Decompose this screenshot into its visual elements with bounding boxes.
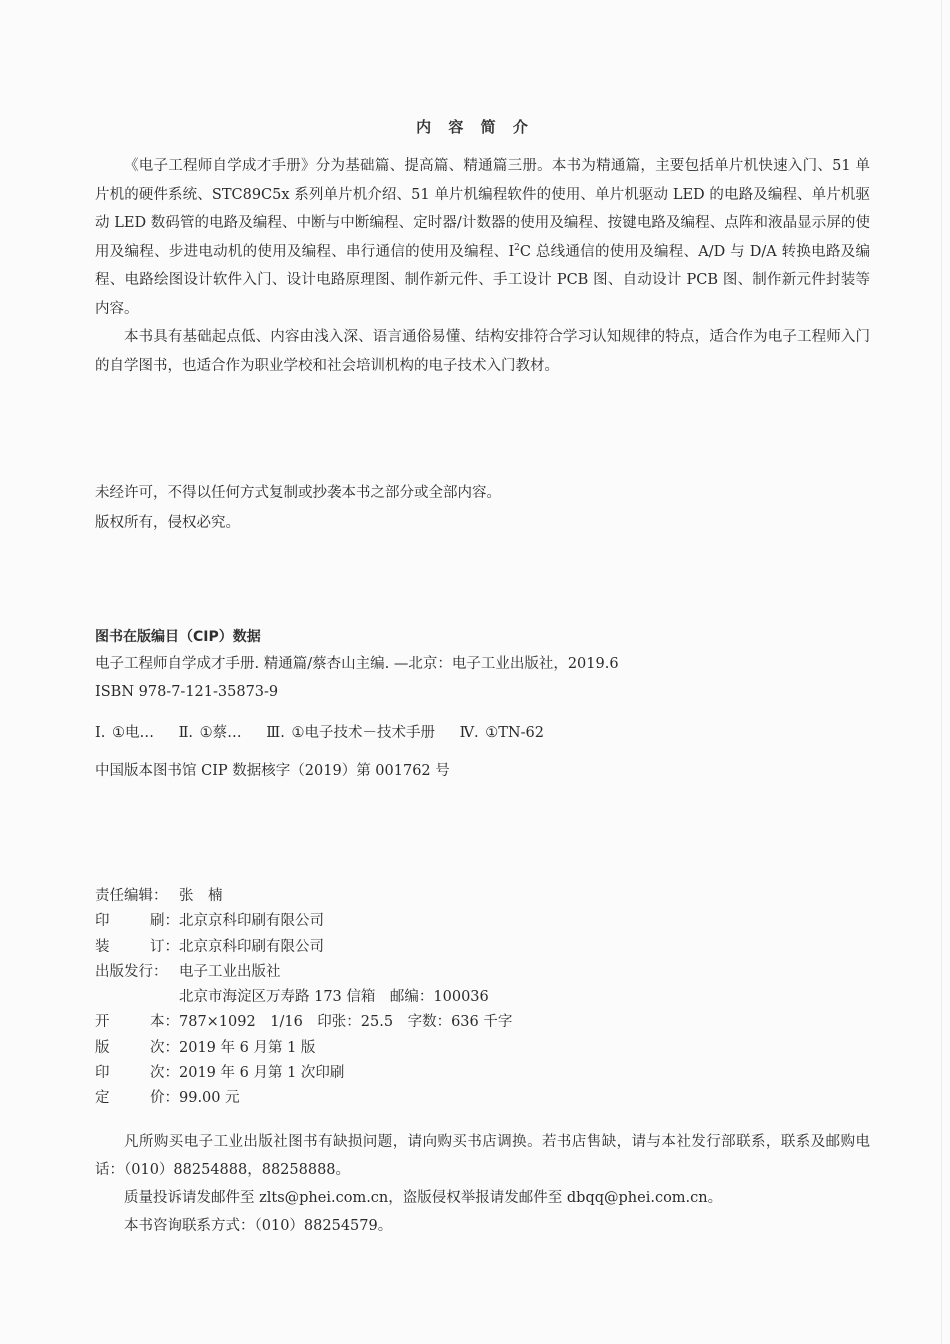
- summary-text-1a: 《电子工程师自学成才手册》分为基础篇、提高篇、精通篇三册。本书为精通篇，主要包括单片机快速入门、51 单片机的硬件系统、STC89C5x 系列单片机介绍、51 单片机编程软件的使用、单片机驱动 LED 的电路及编程、单片机驱动 LED 数码管的电路及编程、中断与中断编程、定时器/计数器的使用及编程、按键电路及编程、点阵和液晶显示屏的使用及编程、步进电动机的使用及编程、串行通信的使用及编程、I: [95, 158, 870, 260]
- notice-paragraph-1: 凡所购买电子工业出版社图书有缺损问题，请向购买书店调换。若书店售缺，请与本社发行部联系，联系及邮购电话：（010）88254888，88258888。: [95, 1134, 870, 1178]
- copyright-notice: [95, 478, 501, 538]
- price-value: 99.00 元: [179, 1090, 240, 1107]
- publisher-label: 出版发行：: [95, 963, 168, 980]
- edition-label-a: 版: [95, 1039, 110, 1056]
- notice-paragraph-3: 本书咨询联系方式：（010）88254579。: [124, 1218, 393, 1234]
- cip-classification: [95, 720, 875, 746]
- summary-paragraph-1: [95, 152, 870, 323]
- colophon-row-print: [95, 909, 875, 934]
- format-label-a: 开: [95, 1014, 110, 1031]
- colophon-row-address: [95, 985, 875, 1010]
- print-label: [95, 909, 179, 934]
- price-label: [95, 1086, 179, 1111]
- cip-number: 中国版本图书馆 CIP 数据核字（2019）第 001762 号: [95, 763, 450, 779]
- content-summary: [95, 152, 870, 380]
- colophon-row-printing: [95, 1061, 875, 1086]
- format-value: 787×1092 1/16 印张：25.5 字数：636 千字: [179, 1014, 513, 1031]
- editor-value: 张 楠: [179, 888, 223, 904]
- colophon-row-publisher: [95, 960, 875, 985]
- bind-label-b: 订：: [150, 938, 179, 955]
- colophon-row-price: [95, 1086, 875, 1111]
- cip-book-record: 电子工程师自学成才手册. 精通篇/蔡杏山主编. —北京：电子工业出版社，2019.6: [95, 656, 619, 672]
- summary-text-1b: C 总线通信的使用及编程、A/D 与 D/A 转换电路及编程、电路绘图设计软件入门、设计电路原理图、制作新元件、手工设计 PCB 图、自动设计 PCB 图、制作新元件封装等内容。: [95, 243, 870, 317]
- page-edge-divider: [941, 0, 942, 1344]
- print-label-b: 刷：: [150, 913, 179, 930]
- print-value: 北京京科印刷有限公司: [179, 913, 324, 930]
- bind-label-a: 装: [95, 938, 110, 955]
- price-label-a: 定: [95, 1090, 110, 1107]
- edition-label: [95, 1036, 179, 1061]
- cip-heading: 图书在版编目（CIP）数据: [95, 629, 261, 645]
- copyright-line-1: 未经许可，不得以任何方式复制或抄袭本书之部分或全部内容。: [95, 485, 501, 501]
- edition-label-b: 次：: [150, 1039, 179, 1056]
- printing-value: 2019 年 6 月第 1 次印刷: [179, 1065, 345, 1082]
- colophon-row-editor: [95, 884, 875, 909]
- printing-label-a: 印: [95, 1065, 110, 1082]
- cip-class-4: Ⅳ. ①TN-62: [459, 725, 544, 741]
- cip-class-1: Ⅰ. ①电…: [95, 725, 154, 741]
- notice-paragraph-2: 质量投诉请发邮件至 zlts@phei.com.cn，盗版侵权举报请发邮件至 dbqq@phei.com.cn。: [124, 1190, 723, 1206]
- print-label-a: 印: [95, 913, 110, 930]
- format-label-b: 本：: [150, 1014, 179, 1031]
- format-label: [95, 1010, 179, 1035]
- price-label-b: 价：: [150, 1090, 179, 1107]
- bind-value: 北京京科印刷有限公司: [179, 938, 324, 955]
- superscript-2: 2: [514, 242, 520, 253]
- purchase-notice: [95, 1128, 870, 1240]
- bind-label: [95, 935, 179, 960]
- summary-paragraph-2: 本书具有基础起点低、内容由浅入深、语言通俗易懂、结构安排符合学习认知规律的特点，适合作为电子工程师入门的自学图书，也适合作为职业学校和社会培训机构的电子技术入门教材。: [95, 329, 870, 374]
- cip-isbn: ISBN 978-7-121-35873-9: [95, 684, 279, 700]
- publisher-value: 电子工业出版社: [179, 963, 281, 980]
- cip-class-3: Ⅲ. ①电子技术－技术手册: [266, 725, 435, 741]
- printing-label-b: 次：: [150, 1065, 179, 1082]
- colophon: [95, 884, 875, 1112]
- printing-label: [95, 1061, 179, 1086]
- colophon-row-bind: [95, 935, 875, 960]
- colophon-row-format: [95, 1010, 875, 1035]
- cip-class-2: Ⅱ. ①蔡…: [178, 725, 242, 741]
- address-value: 北京市海淀区万寿路 173 信箱 邮编：100036: [179, 989, 489, 1006]
- page-title: 内 容 简 介: [416, 118, 534, 136]
- copyright-line-2: 版权所有，侵权必究。: [95, 515, 240, 531]
- edition-value: 2019 年 6 月第 1 版: [179, 1039, 316, 1056]
- editor-label: 责任编辑：: [95, 888, 168, 904]
- colophon-row-edition: [95, 1036, 875, 1061]
- cip-data-block: [95, 624, 875, 784]
